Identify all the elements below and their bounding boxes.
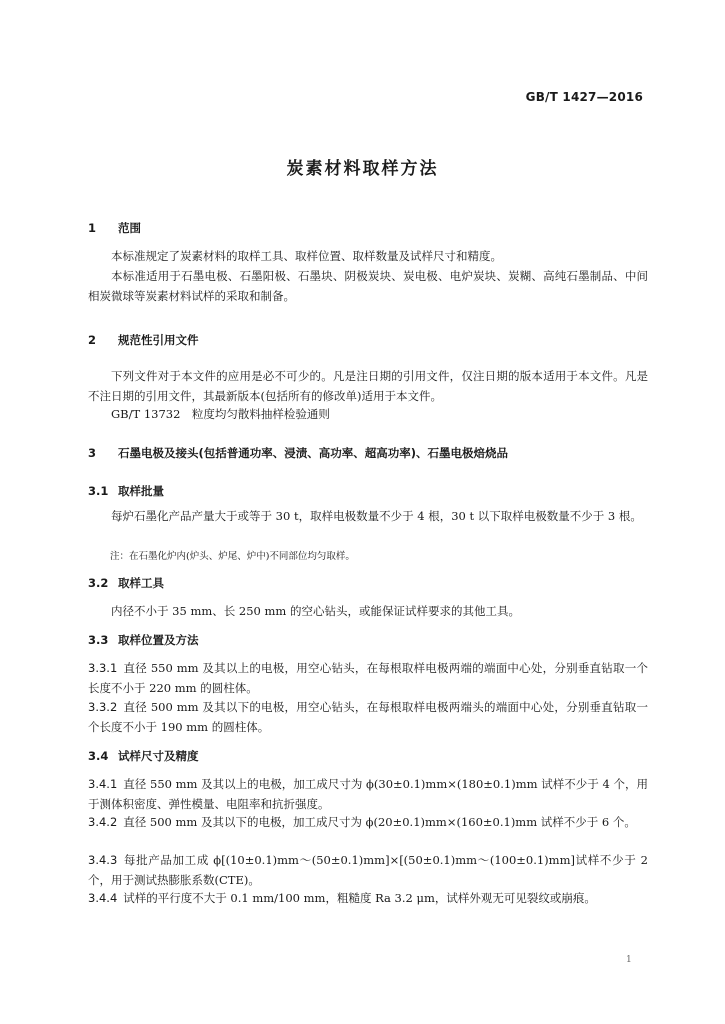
section-number: 3.3 xyxy=(88,633,109,647)
clause-3-3-1 xyxy=(88,659,648,698)
section-title: 试样尺寸及精度 xyxy=(118,749,199,763)
section-1-paragraph-2: 本标准适用于石墨电极、石墨阳极、石墨块、阴极炭块、炭电极、电炉炭块、炭糊、高纯石墨制品、中间相炭微球等炭素材料试样的采取和制备。 xyxy=(88,269,648,303)
section-title: 取样批量 xyxy=(118,484,164,498)
section-title: 石墨电极及接头(包括普通功率、浸渍、高功率、超高功率)、石墨电极焙烧品 xyxy=(118,446,509,460)
page-number: 1 xyxy=(626,955,632,965)
section-title: 取样位置及方法 xyxy=(118,633,199,647)
section-number: 3.2 xyxy=(88,576,109,590)
standard-number: GB/T 1427—2016 xyxy=(525,90,643,104)
clause-text: 直径 550 mm 及其以上的电极，加工成尺寸为 ϕ(30±0.1)mm×(180±0.1)mm 试样不少于 4 个，用于测体积密度、弹性模量、电阻率和抗折强度。 xyxy=(88,777,648,811)
section-3-1-paragraph: 每炉石墨化产品产量大于或等于 30 t，取样电极数量不少于 4 根，30 t 以下取样电极数量不少于 3 根。 xyxy=(111,509,642,523)
clause-number: 3.4.1 xyxy=(88,777,118,791)
clause-3-4-4 xyxy=(88,889,648,909)
section-3-3-heading xyxy=(88,632,199,648)
clause-number: 3.4.4 xyxy=(88,891,118,905)
section-3-1-heading xyxy=(88,483,164,499)
clause-3-4-2 xyxy=(88,813,648,833)
section-number: 3.1 xyxy=(88,484,109,498)
clause-number: 3.3.2 xyxy=(88,700,118,714)
clause-text: 直径 500 mm 及其以下的电极，用空心钻头，在每根取样电极两端头的端面中心处，分别垂直钻取一个长度不小于 190 mm 的圆柱体。 xyxy=(88,700,648,734)
section-2-heading xyxy=(88,332,199,348)
section-number: 1 xyxy=(88,221,97,235)
clause-text: 每批产品加工成 ϕ[(10±0.1)mm～(50±0.1)mm]×[(50±0.1)mm～(100±0.1)mm]试样不少于 2 个，用于测试热膨胀系数(CTE)。 xyxy=(88,853,648,887)
clause-3-3-2 xyxy=(88,698,648,737)
section-title: 规范性引用文件 xyxy=(118,333,199,347)
normative-reference: GB/T 13732 粒度均匀散料抽样检验通则 xyxy=(111,407,330,421)
clause-number: 3.4.3 xyxy=(88,853,118,867)
section-1-paragraph-1: 本标准规定了炭素材料的取样工具、取样位置、取样数量及试样尺寸和精度。 xyxy=(111,249,502,263)
section-3-2-paragraph: 内径不小于 35 mm、长 250 mm 的空心钻头，或能保证试样要求的其他工具。 xyxy=(111,604,520,618)
clause-3-4-3 xyxy=(88,851,648,890)
section-1-heading xyxy=(88,220,141,236)
clause-text: 直径 550 mm 及其以上的电极，用空心钻头，在每根取样电极两端的端面中心处，分别垂直钻取一个长度不小于 220 mm 的圆柱体。 xyxy=(88,661,648,695)
section-3-4-heading xyxy=(88,748,199,764)
clause-text: 直径 500 mm 及其以下的电极，加工成尺寸为 ϕ(20±0.1)mm×(160±0.1)mm 试样不少于 6 个。 xyxy=(123,815,636,829)
section-number: 2 xyxy=(88,333,97,347)
clause-number: 3.3.1 xyxy=(88,661,118,675)
section-3-1-note: 注：在石墨化炉内(炉头、炉尾、炉中)不同部位均匀取样。 xyxy=(110,551,355,562)
section-number: 3.4 xyxy=(88,749,109,763)
clause-3-4-1 xyxy=(88,775,648,814)
section-title: 范围 xyxy=(118,221,141,235)
section-3-heading xyxy=(88,445,508,461)
section-number: 3 xyxy=(88,446,97,460)
clause-number: 3.4.2 xyxy=(88,815,118,829)
document-title: 炭素材料取样方法 xyxy=(286,159,439,179)
section-title: 取样工具 xyxy=(118,576,164,590)
section-2-paragraph: 下列文件对于本文件的应用是必不可少的。凡是注日期的引用文件，仅注日期的版本适用于本文件。凡是不注日期的引用文件，其最新版本(包括所有的修改单)适用于本文件。 xyxy=(88,369,648,403)
clause-text: 试样的平行度不大于 0.1 mm/100 mm，粗糙度 Ra 3.2 μm，试样外观无可见裂纹或崩痕。 xyxy=(123,891,596,905)
section-3-2-heading xyxy=(88,575,164,591)
